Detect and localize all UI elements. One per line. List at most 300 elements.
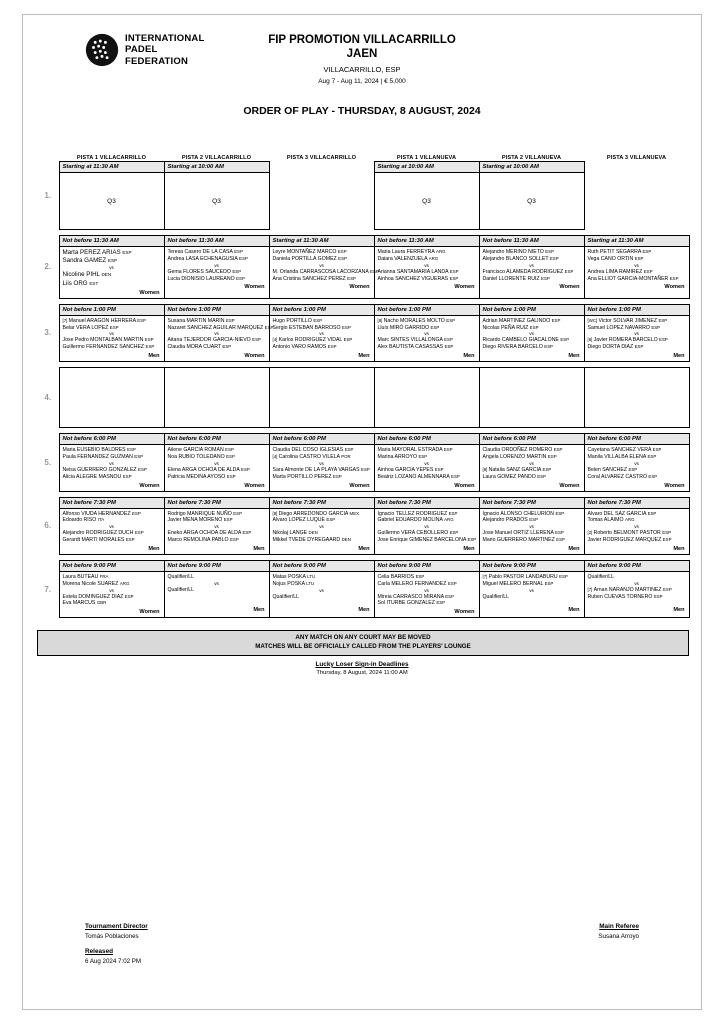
document-footer [23, 923, 701, 965]
draw-gender-label: Women [244, 353, 265, 360]
player-line [63, 318, 161, 325]
vs-separator: vs [424, 262, 429, 268]
match-block [585, 572, 689, 606]
player-nationality: ESP [628, 466, 638, 472]
schedule-cell[interactable] [479, 497, 584, 554]
player-line [378, 325, 476, 332]
player-nationality: ESP [313, 317, 323, 323]
player-line [588, 344, 686, 351]
match-block [480, 509, 584, 545]
player-line [168, 517, 266, 524]
player-line [167, 324, 274, 332]
player-name: Leyre MONTAÑEZ MARCO [272, 249, 338, 255]
player-name: Sol ITURBE GONZALEZ [377, 600, 437, 607]
match-time-bar: Not before 9:00 PM [375, 561, 479, 572]
row-number: 5. [44, 457, 52, 467]
match-time-bar: Not before 9:00 PM [165, 561, 269, 572]
player-line [168, 256, 266, 263]
player-name: Paula FERNANDEZ GUZMAN [62, 453, 135, 460]
match-time-bar: Starting at 11:30 AM [585, 236, 689, 247]
match-block [270, 445, 374, 481]
player-name: Daiara VALENZUELA [377, 255, 429, 262]
player-nationality: DEN [101, 272, 112, 278]
player-line [63, 280, 161, 288]
player-name: Qualifier/LL [482, 593, 510, 600]
player-line [378, 447, 476, 454]
match-time-bar: Not before 1:00 PM [270, 305, 374, 316]
player-line [168, 447, 266, 454]
player-line [483, 594, 581, 601]
player-line [588, 574, 686, 581]
draw-gender-label: Men [673, 606, 685, 613]
player-nationality: ESP [241, 466, 250, 472]
schedule-cell[interactable] [479, 560, 584, 617]
schedule-cell[interactable] [59, 497, 164, 554]
event-dates-prize: Aug 7 - Aug 11, 2024 | € 5,000 [318, 77, 406, 85]
player-line [483, 517, 581, 524]
player-line [483, 276, 581, 283]
round-label: Q3 [527, 197, 536, 205]
player-line [273, 337, 371, 344]
player-name: Nicoline PIHL [62, 271, 102, 279]
player-nationality: ESP [344, 447, 354, 453]
schedule-cell[interactable] [584, 236, 689, 299]
match-block [165, 509, 269, 545]
player-nationality: ESP [537, 473, 546, 479]
seed-label: [4] [272, 453, 279, 459]
player-line [168, 337, 266, 344]
player-nationality: ESP [223, 517, 233, 523]
player-nationality: ESP [662, 537, 672, 543]
player-name: Sara Almonte DE LA PLAYA VARGAS [272, 466, 362, 473]
player-line [378, 594, 476, 601]
schedule-cell[interactable] [59, 368, 164, 428]
draw-gender-label: Men [148, 353, 160, 360]
player-name: Maria MAYORAL ESTRADA [377, 447, 444, 454]
player-nationality: MEX [349, 510, 360, 516]
player-line [588, 276, 686, 283]
player-line [588, 474, 686, 481]
player-line [378, 269, 476, 276]
schedule-cell[interactable] [269, 236, 379, 299]
lucky-loser-signin-detail: Thursday, 8 August, 2024 11:00 AM [316, 669, 408, 676]
player-line [168, 454, 266, 461]
vs-separator: vs [529, 262, 534, 268]
player-line [483, 344, 581, 351]
vs-separator: vs [109, 460, 114, 466]
row-number: 2. [44, 262, 52, 272]
column-header-court-6: PISTA 3 VILLANUEVA [606, 155, 667, 162]
player-nationality: ESP [327, 344, 337, 350]
player-line [63, 344, 161, 351]
player-name: Cayetana SANCHEZ VERA [587, 447, 653, 454]
player-line [483, 269, 581, 276]
player-name: Marina ARROYO [377, 453, 419, 460]
schedule-cell[interactable] [59, 162, 164, 230]
player-nationality: ESP [236, 275, 245, 281]
draw-gender-label: Women [139, 289, 160, 296]
player-name: Susana MARTIN MARIN [167, 317, 226, 324]
player-line [168, 276, 266, 283]
schedule-cell[interactable] [59, 560, 164, 617]
player-nationality: ESP [252, 337, 261, 343]
player-line [168, 574, 266, 581]
player-name: Claudia MORA CUART [167, 344, 223, 351]
player-nationality: ESP [662, 530, 672, 536]
player-line [273, 344, 371, 351]
match-time-bar: Not before 7:30 PM [480, 498, 584, 509]
player-nationality: ESP [338, 255, 347, 261]
vs-separator: vs [319, 460, 324, 466]
schedule-cell[interactable] [269, 434, 374, 491]
player-line [63, 511, 161, 518]
player-nationality: ESP [564, 268, 574, 274]
player-line [378, 574, 476, 581]
draw-gender-label: Men [148, 545, 160, 552]
schedule-cell[interactable] [374, 497, 479, 554]
player-name: Hugo PORTILLO [272, 317, 314, 324]
schedule-row [37, 368, 689, 428]
player-line [168, 318, 266, 325]
column-header-court-3: PISTA 3 VILLACARRILLO [286, 155, 357, 162]
schedule-cell[interactable] [479, 368, 584, 428]
player-line [63, 271, 161, 279]
row-spacer [37, 618, 689, 624]
player-name: M. Orlanda CARRASCOSA LACORZANA [272, 268, 370, 275]
empty-slot [165, 368, 269, 426]
player-line [378, 537, 476, 544]
player-name: Alfonso VIUDA HERNANDEZ [62, 510, 132, 517]
player-name: Mireia CARRASCO MIRANA [377, 593, 446, 600]
player-nationality: ESP [226, 453, 235, 459]
schedule-cell[interactable] [584, 304, 689, 361]
player-line [63, 257, 161, 265]
schedule-row [37, 434, 689, 491]
player-name: Jose Pedro MONTALBAN MARTIN [62, 337, 145, 344]
player-nationality: ARG [119, 580, 130, 586]
player-name: Nazaret SANCHEZ AGUILAR MARQUEZ [167, 324, 265, 331]
schedule-cell[interactable] [374, 236, 479, 299]
player-line [588, 447, 686, 454]
match-time-bar: Not before 7:30 PM [60, 498, 164, 509]
player-nationality: ESP [662, 586, 672, 592]
row-number: 3. [44, 328, 52, 338]
player-name: Guillermo VERA CEBOLLERO [377, 530, 450, 537]
match-block [375, 316, 479, 352]
player-name: Qualifier/LL [272, 593, 300, 600]
order-of-play-grid [23, 155, 701, 624]
player-nationality: EST [89, 280, 99, 286]
schedule-cell[interactable] [374, 434, 479, 491]
player-name: Edoardo RISO [62, 517, 98, 524]
player-name: Francisco ALAMEDA RODRIGUEZ [482, 268, 565, 275]
notice-line-1: ANY MATCH ON ANY COURT MAY BE MOVED [295, 633, 431, 641]
draw-gender-label: Men [463, 353, 475, 360]
match-block [60, 316, 164, 352]
schedule-row [37, 236, 689, 299]
player-name: Nicolas PEÑA RUIZ [482, 324, 530, 331]
schedule-cell[interactable] [164, 560, 269, 617]
vs-separator: vs [109, 524, 114, 530]
player-name: Mikkel TVEDE DYREGAARD [272, 537, 342, 544]
player-name: Carolina CASTRO VILELA [278, 453, 342, 460]
player-name: Adrian MARTINEZ GALINDO [482, 317, 552, 324]
match-time-bar: Not before 9:00 PM [585, 561, 689, 572]
player-nationality: ESP [559, 573, 568, 579]
player-line [378, 581, 476, 588]
player-line [273, 256, 371, 263]
player-line [483, 574, 581, 581]
schedule-cell[interactable] [269, 497, 374, 554]
match-block [165, 445, 269, 481]
draw-gender-label: Men [358, 606, 370, 613]
player-nationality: ESP [529, 324, 539, 330]
player-line [273, 318, 371, 325]
vs-separator: vs [214, 524, 219, 530]
match-block [480, 316, 584, 352]
player-name: Vega CANO ORTIN [587, 255, 635, 262]
player-line [273, 537, 371, 544]
logo-line-1: INTERNATIONAL [125, 33, 205, 45]
draw-gender-label: Women [559, 284, 580, 291]
player-nationality: ESP [131, 510, 141, 516]
player-line [273, 511, 371, 518]
row-number: 1. [44, 191, 52, 200]
player-line [63, 454, 161, 461]
player-name: Nacho MORALES MOLTO [383, 317, 447, 324]
player-name: Estela DOMINGUEZ DIAZ [62, 593, 125, 600]
player-nationality: ESP [445, 593, 455, 599]
player-line [588, 269, 686, 276]
player-nationality: ITA [97, 517, 105, 523]
round-label: Q3 [422, 197, 431, 205]
player-nationality: ESP [127, 447, 136, 453]
player-name: Nojus POSKA [272, 580, 307, 587]
match-block [375, 572, 479, 608]
player-nationality: ESP [444, 344, 454, 350]
player-line [63, 600, 161, 607]
player-nationality: ESP [560, 337, 570, 343]
schedule-cell[interactable] [164, 368, 269, 428]
lucky-loser-signin-title: Lucky Loser Sign-in Deadlines [315, 660, 409, 668]
match-time-bar: Not before 11:30 AM [60, 236, 164, 247]
player-line [273, 447, 371, 454]
schedule-cell[interactable] [269, 560, 374, 617]
player-nationality: FRA [99, 573, 109, 579]
logo-line-3: FEDERATION [125, 55, 189, 67]
schedule-cell[interactable] [269, 368, 374, 428]
main-referee-block [598, 923, 639, 940]
player-line [63, 530, 161, 537]
player-nationality: ESP [544, 580, 554, 586]
player-line [588, 454, 686, 461]
player-name: Belar VERA LOPEZ [62, 324, 110, 331]
player-line [483, 447, 581, 454]
player-name: Angela LORENZO MARTIN [482, 453, 548, 460]
player-name: Alicia ALEGRE MASNOU [62, 473, 123, 480]
player-line [273, 249, 371, 256]
match-block [165, 572, 269, 606]
match-block [165, 247, 269, 283]
draw-gender-label: Men [253, 545, 265, 552]
main-referee-label: Main Referee [599, 923, 639, 930]
notice-line-2: MATCHES WILL BE OFFICIALLY CALLED FROM THE PLAYERS' LOUNGE [255, 642, 471, 650]
schedule-cell[interactable] [374, 368, 479, 428]
draw-gender-label: Men [358, 353, 370, 360]
column-header-court-4: PISTA 1 VILLANUEVA [396, 155, 457, 161]
schedule-cell[interactable] [269, 304, 374, 361]
vs-separator: vs [634, 580, 639, 586]
schedule-cell[interactable] [584, 434, 689, 491]
player-line [378, 530, 476, 537]
player-line [378, 249, 476, 256]
player-line [483, 467, 581, 474]
schedule-cell[interactable] [164, 497, 269, 554]
empty-slot [585, 368, 689, 426]
player-nationality: ESP [634, 255, 644, 261]
vs-separator: vs [634, 331, 639, 337]
player-name: Ignacio TELLEZ RODRIGUEZ [377, 510, 449, 517]
schedule-cell[interactable] [584, 497, 689, 554]
player-name: Arianna SANTAMARIA LANDA [377, 268, 450, 275]
player-line [588, 517, 686, 524]
player-nationality: ESP [647, 510, 657, 516]
column-header-court-2: PISTA 2 VILLACARRILLO [181, 155, 252, 161]
player-name: Noa RUBIO TOLEDANO [167, 453, 227, 460]
match-block [585, 316, 689, 352]
draw-gender-label: Women [349, 482, 370, 489]
schedule-cell[interactable] [479, 304, 584, 361]
player-line [273, 454, 371, 461]
match-time-bar: Not before 6:00 PM [585, 434, 689, 445]
player-nationality: ESP [107, 258, 118, 264]
player-line [378, 344, 476, 351]
player-line [168, 511, 266, 518]
draw-gender-label: Men [253, 606, 265, 613]
player-nationality: ESP [239, 255, 248, 261]
logo-line-2: PADEL [125, 44, 158, 56]
player-name: Ana ELLIOT GARCIA-MONTAÑER [587, 275, 670, 282]
player-line [588, 337, 686, 344]
vs-separator: vs [319, 524, 324, 530]
player-nationality: ESP [234, 249, 243, 254]
match-time-bar: Not before 9:00 PM [270, 561, 374, 572]
player-name: Coral ALVAREZ CASTRO [587, 473, 649, 480]
player-line [378, 337, 476, 344]
tournament-director-block [85, 923, 148, 965]
player-name: Sandra GAMEZ [62, 257, 108, 265]
player-name: Beatriz LOZANO ALMENNARA [377, 473, 452, 480]
player-name: Qualifier/LL [167, 586, 195, 593]
empty-slot [60, 368, 164, 426]
match-block [480, 445, 584, 481]
player-nationality: ESP [634, 344, 644, 350]
player-name: Diego DORTA DIAZ [587, 344, 635, 351]
schedule-cell[interactable] [164, 236, 269, 299]
player-line [483, 530, 581, 537]
player-nationality: ESP [652, 447, 662, 453]
schedule-cell[interactable] [374, 162, 479, 230]
player-nationality: ESP [418, 453, 428, 459]
player-line [272, 268, 379, 276]
player-name: Natalia SANZ GARCIA [488, 466, 543, 473]
player-name: Lluís MIRÓ GARRIDO [377, 324, 431, 331]
player-nationality: ESP [529, 517, 539, 523]
player-nationality: POR [341, 453, 351, 459]
schedule-cell[interactable] [479, 434, 584, 491]
player-nationality: ESP [233, 510, 243, 516]
event-title-line-1: FIP PROMOTION VILLACARRILLO [268, 34, 456, 46]
schedule-cell[interactable] [269, 162, 374, 230]
schedule-cell[interactable] [584, 368, 689, 428]
player-name: Alex BAUTISTA CASASSAS [377, 344, 445, 351]
schedule-cell[interactable] [59, 434, 164, 491]
match-time-bar: Not before 6:00 PM [270, 434, 374, 445]
player-name: Ricardo CAMBELO GIACALONE [482, 337, 561, 344]
player-nationality: ESP [125, 537, 135, 543]
match-time-bar: Not before 1:00 PM [165, 305, 269, 316]
schedule-row [37, 304, 689, 361]
player-nationality: ESP [555, 530, 564, 536]
player-name: Sergio ESTEBAN BARROSO [272, 324, 342, 331]
vs-separator: vs [319, 587, 324, 593]
player-nationality: ESP [551, 317, 561, 323]
player-nationality: ARG [428, 255, 439, 261]
schedule-cell[interactable] [164, 162, 269, 230]
released-timestamp: 6 Aug 2024 7:02 PM [85, 958, 142, 965]
player-name: Carla MELERO FERNANDEZ [377, 580, 448, 587]
player-name: Teresa Casero DE LA CASA [167, 249, 235, 255]
player-name: Andrea LIMA RAMIREZ [587, 268, 644, 275]
draw-gender-label: Men [463, 545, 475, 552]
player-line [588, 467, 686, 474]
schedule-cell[interactable] [479, 162, 584, 230]
player-nationality: ESP [669, 275, 679, 281]
player-nationality: ESP [326, 517, 336, 523]
schedule-cell[interactable] [164, 434, 269, 491]
player-nationality: ESP [341, 324, 351, 330]
schedule-cell[interactable] [374, 304, 479, 361]
player-name: Alejandro RODRIGUEZ DUCH [62, 530, 135, 537]
player-nationality: ESP [332, 473, 342, 479]
player-name: Aitana TEJERDOR GARCIA-NIEVO [167, 337, 253, 344]
schedule-cell[interactable] [479, 236, 584, 299]
schedule-cell[interactable] [584, 162, 689, 230]
empty-slot [270, 368, 374, 426]
player-line [273, 474, 371, 481]
vs-separator: vs [424, 524, 429, 530]
schedule-cell[interactable] [59, 236, 164, 299]
vs-separator: vs [634, 524, 639, 530]
draw-gender-label: Men [568, 545, 580, 552]
player-nationality: ESP [144, 337, 154, 343]
schedule-cell[interactable] [164, 304, 274, 361]
vs-separator: vs [214, 460, 219, 466]
vs-separator: vs [529, 524, 534, 530]
player-nationality: ESP [145, 344, 155, 350]
player-line [63, 447, 161, 454]
schedule-cell[interactable] [584, 560, 689, 617]
player-name: Gerardt MARTI MORALES [62, 537, 126, 544]
schedule-cell[interactable] [59, 304, 164, 361]
schedule-cell[interactable] [374, 560, 479, 617]
document-header [23, 15, 701, 89]
match-time-bar: Starting at 11:30 AM [270, 236, 374, 247]
player-line [63, 325, 161, 332]
seed-label: [WC] [587, 317, 599, 323]
order-of-play-document [22, 14, 702, 1010]
player-nationality: ESP [225, 447, 234, 453]
